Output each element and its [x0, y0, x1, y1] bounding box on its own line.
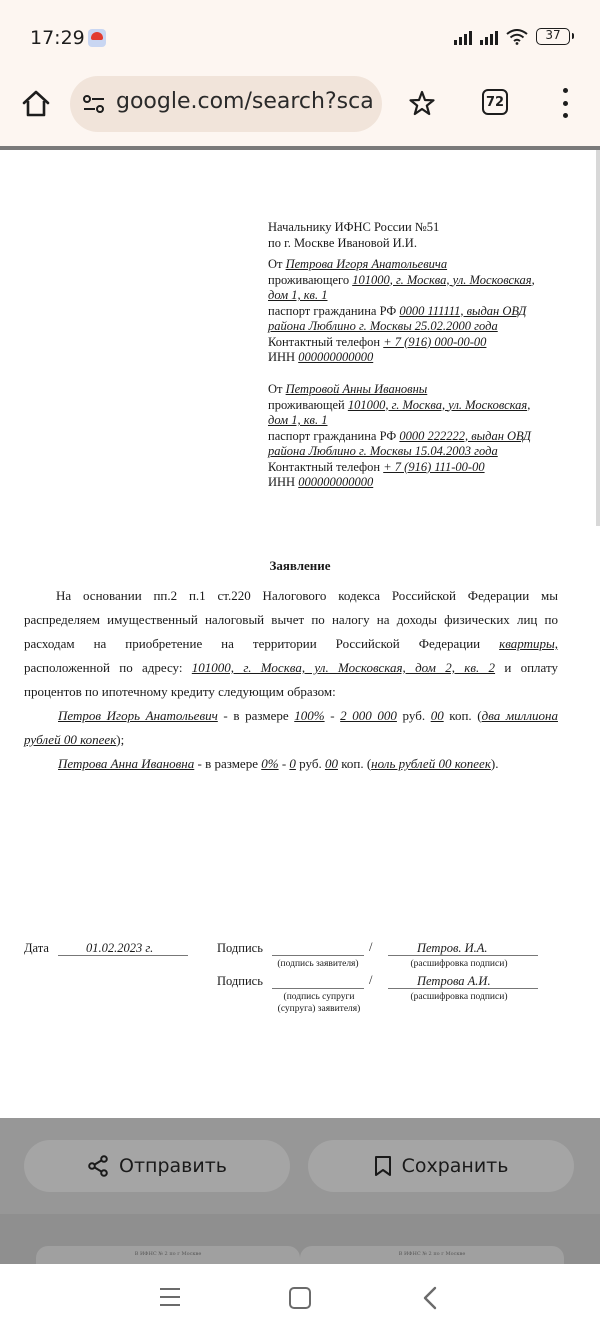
bookmark-star-icon[interactable]	[408, 89, 436, 117]
address-bar[interactable]	[70, 76, 382, 132]
address-line: Контактный телефон + 7 (916) 111-00-00	[268, 459, 485, 474]
save-label: Сохранить	[401, 1155, 509, 1177]
caption-spouse: (подпись супруги (супруга) заявителя)	[277, 992, 361, 1014]
address-line: по г. Москве Ивановой И.И.	[268, 235, 417, 250]
date-label: Дата	[24, 941, 49, 955]
system-navigation-bar	[0, 1264, 600, 1332]
signature-line-1	[272, 955, 364, 956]
signature-label-2: Подпись	[217, 974, 263, 988]
slash-2: /	[369, 973, 373, 987]
distribution-2: Петрова Анна Ивановна - в размере 0% - 0 руб. 00 коп. (ноль рублей 00 копеек).	[58, 756, 499, 771]
caption-decode-2: (расшифровка подписи)	[410, 992, 508, 1002]
home-icon[interactable]	[20, 88, 52, 120]
address-line: От Петровой Анны Ивановны	[268, 382, 428, 396]
address-line: района Люблино г. Москвы 25.02.2000 года	[268, 319, 498, 333]
address-line: Начальнику ИФНС России №51	[268, 220, 440, 234]
home-square-icon[interactable]	[289, 1287, 311, 1309]
decode-line-2	[388, 988, 538, 989]
bookmark-icon	[374, 1155, 392, 1177]
address-line: проживающего 101000, г. Москва, ул. Московская,	[268, 272, 535, 287]
signal-icon	[454, 29, 472, 45]
status-bar	[0, 0, 600, 76]
date-value: 01.02.2023 г.	[86, 941, 154, 955]
share-sheet	[0, 1118, 600, 1264]
address-line: дом 1, кв. 1	[268, 288, 328, 302]
status-time: 17:29	[30, 27, 85, 49]
overflow-menu-icon[interactable]	[558, 88, 572, 118]
save-button[interactable]	[308, 1140, 574, 1192]
address-line: проживающей 101000, г. Москва, ул. Московская,	[268, 397, 531, 412]
result-thumbnail-1[interactable]: В ИФНС № 2 по г Москве	[36, 1246, 300, 1264]
address-line: Контактный телефон + 7 (916) 000-00-00	[268, 334, 487, 349]
address-line: От Петрова Игоря Анатольевича	[268, 257, 448, 271]
caption-decode-1: (расшифровка подписи)	[410, 959, 508, 969]
signature-line-2	[272, 988, 364, 989]
signal-icon-2	[480, 29, 498, 45]
address-block-1	[268, 220, 535, 366]
address-line: ИНН 000000000000	[268, 350, 374, 364]
share-icon	[87, 1155, 109, 1177]
decoded-name-2: Петрова А.И.	[417, 974, 491, 988]
distribution-1: Петров Игорь Анатольевич - в размере 100% - 2 000 000 руб. 00 коп. (два миллиона	[58, 708, 558, 723]
date-line	[58, 955, 188, 956]
status-indicators	[454, 28, 570, 45]
browser-toolbar	[0, 76, 600, 146]
site-settings-icon[interactable]	[82, 94, 106, 114]
distribution-1-cont: рублей 00 копеек);	[24, 732, 125, 747]
document-page	[0, 150, 600, 1120]
address-line: района Люблино г. Москвы 15.04.2003 года	[268, 444, 498, 458]
slash-1: /	[369, 940, 373, 954]
para-line-1: На основании пп.2 п.1 ст.220 Налогового кодекса Российской Федерации мы	[56, 588, 558, 603]
para-line-3: расходам на приобретение на территории Российской Федерации квартиры,	[24, 636, 559, 651]
decoded-name-1: Петров. И.А.	[417, 941, 488, 955]
address-line: ИНН 000000000000	[268, 475, 374, 489]
para-line-2: распределяем имущественный налоговый вычет по налогу на доходы физических лиц по	[24, 612, 558, 627]
address-line: дом 1, кв. 1	[268, 413, 328, 427]
address-line: паспорт гражданина РФ 0000 222222, выдан ОВД	[268, 428, 531, 443]
para-line-5: процентов по ипотечному кредиту следующим образом:	[24, 684, 336, 699]
address-line: паспорт гражданина РФ 0000 111111, выдан ОВД	[268, 303, 527, 318]
send-label: Отправить	[119, 1155, 227, 1177]
decode-line-1	[388, 955, 538, 956]
recent-apps-icon[interactable]	[160, 1288, 180, 1306]
para-line-4: расположенной по адресу: 101000, г. Москва, ул. Московская, дом 2, кв. 2 и оплату	[24, 660, 558, 675]
back-icon[interactable]	[420, 1286, 440, 1310]
caption-applicant: (подпись заявителя)	[277, 959, 359, 969]
url-text: google.com/search?sca	[116, 89, 374, 114]
send-button[interactable]	[24, 1140, 290, 1192]
wifi-icon	[506, 29, 528, 45]
battery-icon: 37	[536, 28, 570, 45]
address-block-2	[268, 382, 531, 491]
document-title: Заявление	[269, 558, 331, 573]
result-thumbnail-2[interactable]: В ИФНС № 2 по г Москве	[300, 1246, 564, 1264]
tab-switcher-button[interactable]: 72	[482, 89, 508, 115]
umbrella-app-icon	[88, 29, 106, 47]
signature-label-1: Подпись	[217, 941, 263, 955]
statement-paragraph	[24, 584, 558, 776]
